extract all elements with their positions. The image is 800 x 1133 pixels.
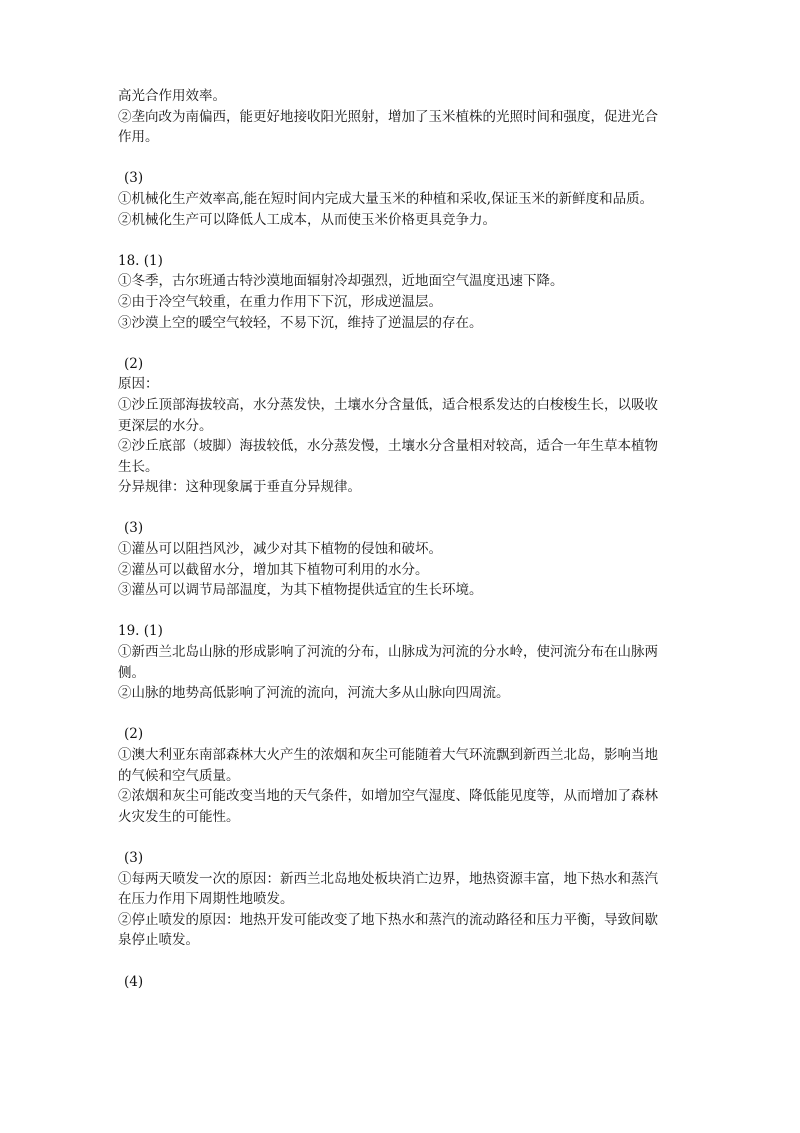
text-line: 高光合作用效率。 <box>118 88 226 104</box>
text-line: ①沙丘顶部海拔较高，水分蒸发快，土壤水分含量低，适合根系发达的白梭梭生长，以吸收 <box>118 396 658 413</box>
text-line: 更深层的水分。 <box>118 417 213 434</box>
paragraph-gap <box>118 601 686 622</box>
text-line: 的气候和空气质量。 <box>118 767 240 784</box>
document-body <box>118 86 686 992</box>
text-line: ②垄向改为南偏西，能更好地接收阳光照射，增加了玉米植株的光照时间和强度，促进光合 <box>118 108 658 125</box>
text-line: ③沙漠上空的暖空气较轻，不易下沉，维持了逆温层的存在。 <box>118 314 483 331</box>
text-line: 18. (1) <box>118 252 163 269</box>
text-line: 侧。 <box>118 664 145 681</box>
text-line: (3) <box>124 520 144 537</box>
text-line: ②机械化生产可以降低人工成本，从而使玉米价格更具竞争力。 <box>118 211 496 228</box>
paragraph-gap <box>118 148 686 169</box>
text-line: 泉停止喷发。 <box>118 932 199 949</box>
text-line: (2) <box>124 355 144 372</box>
text-line: 原因： <box>118 376 159 393</box>
text-line: ①新西兰北岛山脉的形成影响了河流的分布，山脉成为河流的分水岭，使河流分布在山脉两 <box>118 644 658 661</box>
text-line: ①灌丛可以阻挡风沙，减少对其下植物的侵蚀和破坏。 <box>118 541 442 558</box>
text-line: ②由于冷空气较重，在重力作用下下沉，形成逆温层。 <box>118 293 442 310</box>
text-line: ①每两天喷发一次的原因：新西兰北岛地处板块消亡边界，地热资源丰富，地下热水和蒸汽 <box>118 870 658 887</box>
paragraph-gap <box>118 333 686 354</box>
paragraph-gap <box>118 827 686 848</box>
text-line: ①机械化生产效率高,能在短时间内完成大量玉米的种植和采收,保证玉米的新鲜度和品质。 <box>118 190 654 207</box>
paragraph-gap <box>118 951 686 972</box>
text-line: 火灾发生的可能性。 <box>118 808 240 825</box>
paragraph-gap <box>118 230 686 251</box>
text-line: 分异规律：这种现象属于垂直分异规律。 <box>118 479 361 496</box>
text-line: 在压力作用下周期性地喷发。 <box>118 891 294 908</box>
text-line: ②沙丘底部（坡脚）海拔较低，水分蒸发慢，土壤水分含量相对较高，适合一年生草本植物 <box>118 438 658 455</box>
text-line: (3) <box>124 849 144 866</box>
text-line: ①冬季，古尔班通古特沙漠地面辐射冷却强烈，近地面空气温度迅速下降。 <box>118 273 564 290</box>
text-line: (2) <box>124 726 144 743</box>
paragraph-gap <box>118 498 686 519</box>
paragraph-gap <box>118 704 686 725</box>
text-line: 生长。 <box>118 458 159 475</box>
text-line: 19. (1) <box>118 623 163 640</box>
text-line: (4) <box>124 973 144 990</box>
text-line: (3) <box>124 170 144 187</box>
text-line: ②停止喷发的原因：地热开发可能改变了地下热水和蒸汽的流动路径和压力平衡，导致间歇 <box>118 911 658 928</box>
text-line: ②山脉的地势高低影响了河流的流向，河流大多从山脉向四周流。 <box>118 685 510 702</box>
text-line: 作用。 <box>118 129 159 146</box>
text-line: ③灌丛可以调节局部温度，为其下植物提供适宜的生长环境。 <box>118 582 483 599</box>
text-line: ②灌丛可以截留水分，增加其下植物可利用的水分。 <box>118 561 429 578</box>
text-line: ①澳大利亚东南部森林大火产生的浓烟和灰尘可能随着大气环流飘到新西兰北岛，影响当地 <box>118 747 658 763</box>
text-line: ②浓烟和灰尘可能改变当地的天气条件，如增加空气湿度、降低能见度等，从而增加了森林 <box>118 788 658 805</box>
